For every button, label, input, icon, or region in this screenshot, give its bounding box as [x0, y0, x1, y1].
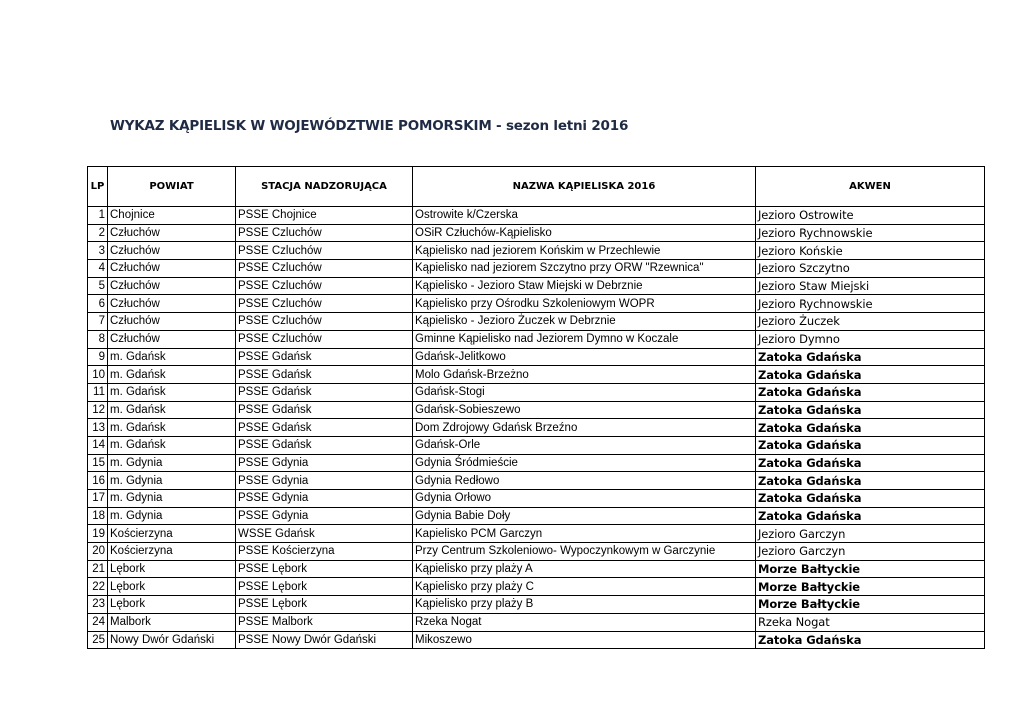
- cell-nazwa: Rzeka Nogat: [413, 613, 756, 631]
- cell-akwen: Jezioro Dymno: [756, 330, 985, 348]
- cell-stacja: PSSE Gdańsk: [236, 419, 413, 437]
- cell-nazwa: Kąpielisko przy plaży B: [413, 596, 756, 614]
- cell-lp: 4: [88, 260, 108, 278]
- cell-nazwa: Mikoszewo: [413, 631, 756, 649]
- table-row: [88, 560, 985, 578]
- cell-powiat: Człuchów: [108, 330, 236, 348]
- cell-nazwa: Dom Zdrojowy Gdańsk Brzeźno: [413, 419, 756, 437]
- cell-powiat: Malbork: [108, 613, 236, 631]
- table-row: [88, 401, 985, 419]
- cell-stacja: PSSE Lębork: [236, 578, 413, 596]
- cell-lp: 20: [88, 543, 108, 561]
- cell-nazwa: Gdańsk-Sobieszewo: [413, 401, 756, 419]
- cell-lp: 17: [88, 490, 108, 508]
- cell-powiat: Człuchów: [108, 295, 236, 313]
- cell-powiat: m. Gdańsk: [108, 366, 236, 384]
- cell-powiat: Kościerzyna: [108, 525, 236, 543]
- cell-nazwa: Kąpielisko przy plaży C: [413, 578, 756, 596]
- table-row: [88, 613, 985, 631]
- cell-lp: 15: [88, 454, 108, 472]
- cell-akwen: Jezioro Żuczek: [756, 313, 985, 331]
- cell-stacja: PSSE Czluchów: [236, 224, 413, 242]
- cell-stacja: PSSE Kościerzyna: [236, 543, 413, 561]
- header-lp: LP: [88, 167, 108, 207]
- cell-lp: 21: [88, 560, 108, 578]
- cell-powiat: Człuchów: [108, 260, 236, 278]
- cell-nazwa: Gdynia Śródmieście: [413, 454, 756, 472]
- cell-nazwa: Gdynia Redłowo: [413, 472, 756, 490]
- cell-akwen: Zatoka Gdańska: [756, 419, 985, 437]
- table-row: [88, 578, 985, 596]
- cell-powiat: m. Gdańsk: [108, 436, 236, 454]
- cell-lp: 5: [88, 277, 108, 295]
- cell-lp: 3: [88, 242, 108, 260]
- cell-powiat: Lębork: [108, 578, 236, 596]
- table-header-row: [88, 167, 985, 207]
- cell-akwen: Morze Bałtyckie: [756, 578, 985, 596]
- cell-lp: 1: [88, 207, 108, 225]
- cell-lp: 9: [88, 348, 108, 366]
- cell-akwen: Zatoka Gdańska: [756, 383, 985, 401]
- cell-akwen: Zatoka Gdańska: [756, 436, 985, 454]
- cell-powiat: m. Gdynia: [108, 490, 236, 508]
- cell-stacja: PSSE Gdynia: [236, 454, 413, 472]
- cell-stacja: PSSE Czluchów: [236, 277, 413, 295]
- table-row: [88, 454, 985, 472]
- cell-powiat: m. Gdynia: [108, 472, 236, 490]
- cell-lp: 13: [88, 419, 108, 437]
- cell-stacja: PSSE Gdynia: [236, 507, 413, 525]
- cell-akwen: Zatoka Gdańska: [756, 472, 985, 490]
- cell-nazwa: Gdańsk-Orle: [413, 436, 756, 454]
- cell-nazwa: Kąpielisko przy plaży A: [413, 560, 756, 578]
- cell-lp: 11: [88, 383, 108, 401]
- cell-powiat: m. Gdańsk: [108, 401, 236, 419]
- cell-lp: 16: [88, 472, 108, 490]
- cell-nazwa: Przy Centrum Szkoleniowo- Wypoczynkowym w Garczynie: [413, 543, 756, 561]
- cell-akwen: Jezioro Ostrowite: [756, 207, 985, 225]
- cell-lp: 25: [88, 631, 108, 649]
- cell-powiat: Lębork: [108, 560, 236, 578]
- cell-powiat: Człuchów: [108, 277, 236, 295]
- cell-stacja: PSSE Czluchów: [236, 242, 413, 260]
- cell-stacja: PSSE Gdańsk: [236, 401, 413, 419]
- document-title: WYKAZ KĄPIELISK W WOJEWÓDZTWIE POMORSKIM - sezon letni 2016: [110, 118, 629, 134]
- cell-nazwa: Ostrowite k/Czerska: [413, 207, 756, 225]
- table-row: [88, 295, 985, 313]
- header-nazwa: NAZWA KĄPIELISKA 2016: [413, 167, 756, 207]
- table-row: [88, 436, 985, 454]
- cell-lp: 6: [88, 295, 108, 313]
- cell-akwen: Zatoka Gdańska: [756, 490, 985, 508]
- header-powiat: POWIAT: [108, 167, 236, 207]
- cell-akwen: Zatoka Gdańska: [756, 631, 985, 649]
- table-row: [88, 242, 985, 260]
- cell-powiat: m. Gdańsk: [108, 348, 236, 366]
- cell-stacja: PSSE Gdynia: [236, 472, 413, 490]
- cell-akwen: Zatoka Gdańska: [756, 401, 985, 419]
- cell-lp: 12: [88, 401, 108, 419]
- cell-stacja: PSSE Czluchów: [236, 260, 413, 278]
- cell-stacja: PSSE Gdynia: [236, 490, 413, 508]
- cell-nazwa: Gdańsk-Jelitkowo: [413, 348, 756, 366]
- cell-akwen: Jezioro Garczyn: [756, 543, 985, 561]
- table-row: [88, 419, 985, 437]
- cell-powiat: Chojnice: [108, 207, 236, 225]
- table-row: [88, 207, 985, 225]
- cell-stacja: PSSE Gdańsk: [236, 366, 413, 384]
- cell-powiat: Nowy Dwór Gdański: [108, 631, 236, 649]
- table-row: [88, 313, 985, 331]
- cell-akwen: Jezioro Staw Miejski: [756, 277, 985, 295]
- cell-powiat: Człuchów: [108, 313, 236, 331]
- cell-nazwa: Gdynia Babie Doły: [413, 507, 756, 525]
- bathing-sites-table: [87, 166, 985, 649]
- cell-powiat: Człuchów: [108, 242, 236, 260]
- cell-stacja: PSSE Lębork: [236, 560, 413, 578]
- cell-nazwa: Kąpielisko nad jeziorem Końskim w Przechlewie: [413, 242, 756, 260]
- table-row: [88, 330, 985, 348]
- cell-nazwa: Kapielisko PCM Garczyn: [413, 525, 756, 543]
- cell-lp: 22: [88, 578, 108, 596]
- table-row: [88, 507, 985, 525]
- cell-lp: 18: [88, 507, 108, 525]
- cell-lp: 8: [88, 330, 108, 348]
- cell-stacja: PSSE Czluchów: [236, 295, 413, 313]
- table-row: [88, 543, 985, 561]
- cell-nazwa: Gminne Kąpielisko nad Jeziorem Dymno w Koczale: [413, 330, 756, 348]
- cell-nazwa: Gdynia Orłowo: [413, 490, 756, 508]
- cell-akwen: Jezioro Garczyn: [756, 525, 985, 543]
- cell-stacja: PSSE Gdańsk: [236, 348, 413, 366]
- table-row: [88, 383, 985, 401]
- table-row: [88, 366, 985, 384]
- cell-nazwa: Molo Gdańsk-Brzeżno: [413, 366, 756, 384]
- cell-akwen: Morze Bałtyckie: [756, 596, 985, 614]
- cell-lp: 23: [88, 596, 108, 614]
- cell-lp: 7: [88, 313, 108, 331]
- cell-akwen: Zatoka Gdańska: [756, 507, 985, 525]
- cell-stacja: PSSE Gdańsk: [236, 383, 413, 401]
- cell-stacja: PSSE Nowy Dwór Gdański: [236, 631, 413, 649]
- cell-nazwa: Gdańsk-Stogi: [413, 383, 756, 401]
- cell-powiat: Kościerzyna: [108, 543, 236, 561]
- cell-akwen: Jezioro Końskie: [756, 242, 985, 260]
- table-row: [88, 596, 985, 614]
- table-row: [88, 348, 985, 366]
- cell-akwen: Zatoka Gdańska: [756, 454, 985, 472]
- cell-powiat: m. Gdańsk: [108, 383, 236, 401]
- cell-akwen: Jezioro Rychnowskie: [756, 224, 985, 242]
- cell-lp: 24: [88, 613, 108, 631]
- cell-akwen: Zatoka Gdańska: [756, 366, 985, 384]
- cell-akwen: Morze Bałtyckie: [756, 560, 985, 578]
- cell-powiat: m. Gdańsk: [108, 419, 236, 437]
- cell-akwen: Jezioro Rychnowskie: [756, 295, 985, 313]
- cell-powiat: Człuchów: [108, 224, 236, 242]
- table-row: [88, 490, 985, 508]
- cell-stacja: PSSE Malbork: [236, 613, 413, 631]
- cell-stacja: PSSE Gdańsk: [236, 436, 413, 454]
- table-row: [88, 472, 985, 490]
- cell-nazwa: OSiR Człuchów-Kąpielisko: [413, 224, 756, 242]
- table-row: [88, 260, 985, 278]
- table-row: [88, 631, 985, 649]
- cell-stacja: PSSE Czluchów: [236, 313, 413, 331]
- cell-akwen: Zatoka Gdańska: [756, 348, 985, 366]
- cell-lp: 19: [88, 525, 108, 543]
- table-body: [88, 207, 985, 649]
- cell-lp: 2: [88, 224, 108, 242]
- cell-akwen: Rzeka Nogat: [756, 613, 985, 631]
- cell-nazwa: Kąpielisko - Jezioro Staw Miejski w Debrznie: [413, 277, 756, 295]
- cell-nazwa: Kąpielisko przy Ośrodku Szkoleniowym WOPR: [413, 295, 756, 313]
- table-row: [88, 277, 985, 295]
- cell-stacja: PSSE Lębork: [236, 596, 413, 614]
- cell-powiat: Lębork: [108, 596, 236, 614]
- cell-stacja: WSSE Gdańsk: [236, 525, 413, 543]
- header-akwen: AKWEN: [756, 167, 985, 207]
- cell-powiat: m. Gdynia: [108, 507, 236, 525]
- cell-lp: 10: [88, 366, 108, 384]
- cell-stacja: PSSE Czluchów: [236, 330, 413, 348]
- cell-akwen: Jezioro Szczytno: [756, 260, 985, 278]
- cell-nazwa: Kąpielisko nad jeziorem Szczytno przy ORW "Rzewnica": [413, 260, 756, 278]
- cell-stacja: PSSE Chojnice: [236, 207, 413, 225]
- table-row: [88, 525, 985, 543]
- header-stacja: STACJA NADZORUJĄCA: [236, 167, 413, 207]
- cell-powiat: m. Gdynia: [108, 454, 236, 472]
- cell-lp: 14: [88, 436, 108, 454]
- cell-nazwa: Kąpielisko - Jezioro Żuczek w Debrznie: [413, 313, 756, 331]
- table-row: [88, 224, 985, 242]
